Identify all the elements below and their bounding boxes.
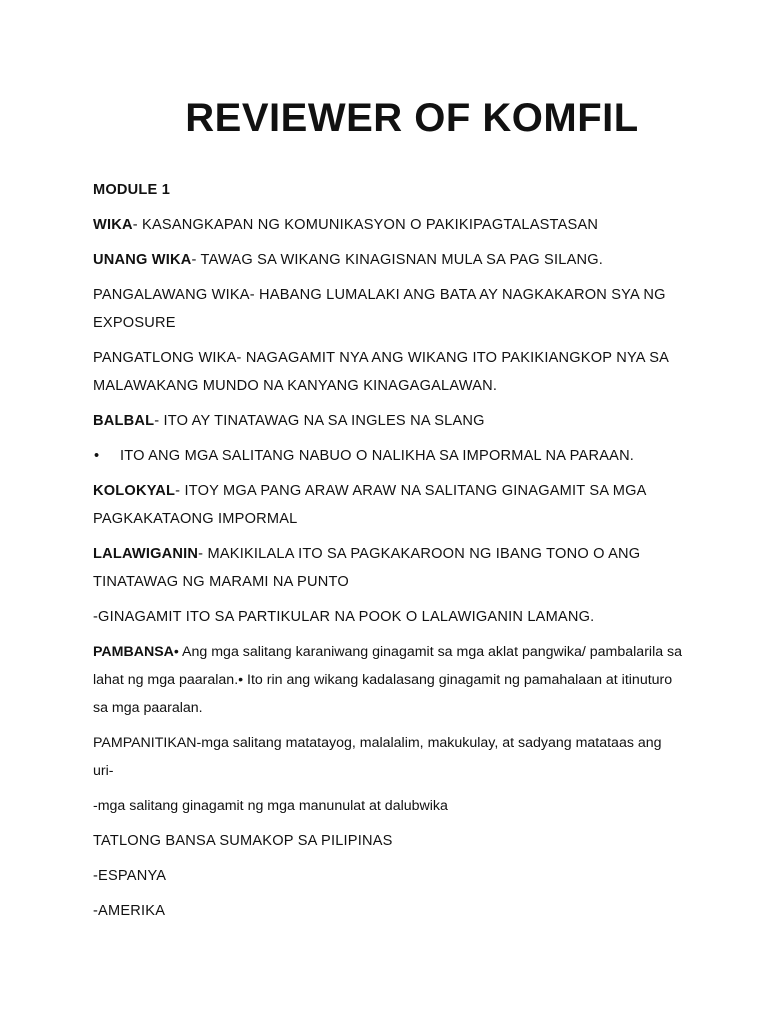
document-body — [93, 176, 683, 932]
entry-pambansa — [93, 638, 683, 722]
bullet-item — [93, 442, 683, 470]
module-heading — [93, 176, 683, 204]
entry-pangalawang-wika — [93, 281, 683, 337]
entry-text: - ITOY MGA PANG ARAW ARAW NA SALITANG GINAGAMIT SA MGA PAGKAKATAONG IMPORMAL — [93, 483, 646, 527]
entry-term: BALBAL — [93, 413, 155, 429]
entry-text: -mga salitang ginagamit ng mga manunulat at dalubwika — [93, 798, 448, 814]
entry-text: TATLONG BANSA SUMAKOP SA PILIPINAS — [93, 833, 393, 849]
entry-text: PANGATLONG WIKA- NAGAGAMIT NYA ANG WIKANG ITO PAKIKIANGKOP NYA SA MALAWAKANG MUNDO NA KANYANG KINAGAGALAWAN. — [93, 350, 669, 394]
entry-text: • Ang mga salitang karaniwang ginagamit sa mga aklat pangwika/ pambalarila sa lahat ng mga paaralan.• Ito rin ang wikang kadalasang ginagamit ng pamahalaan at itinuturo sa mga paaralan. — [93, 644, 683, 716]
entry-text: PAMPANITIKAN-mga salitang matatayog, malalalim, makukulay, at sadyang matataas ang uri- — [93, 735, 662, 779]
entry-term: WIKA — [93, 217, 133, 233]
entry-text: - KASANGKAPAN NG KOMUNIKASYON O PAKIKIPAGTALASTASAN — [132, 217, 599, 233]
entry-wika — [93, 211, 683, 239]
entry-lalawiganin — [93, 540, 683, 596]
entry-text: - MAKIKILALA ITO SA PAGKAKAROON NG IBANG TONO O ANG TINATAWAG NG MARAMI NA PUNTO — [93, 546, 641, 590]
bullet-text: ITO ANG MGA SALITANG NABUO O NALIKHA SA IMPORMAL NA PARAAN. — [120, 448, 635, 464]
entry-term: UNANG WIKA — [93, 252, 192, 268]
entry-kolokyal — [93, 477, 683, 533]
entry-text: - TAWAG SA WIKANG KINAGISNAN MULA SA PAG SILANG. — [191, 252, 604, 268]
entry-term: LALAWIGANIN — [93, 546, 199, 562]
entry-term: KOLOKYAL — [93, 483, 176, 499]
entry-pampanitikan-note — [93, 792, 683, 820]
entry-text: - ITO AY TINATAWAG NA SA INGLES NA SLANG — [154, 413, 485, 429]
entry-text: -GINAGAMIT ITO SA PARTIKULAR NA POOK O LALAWIGANIN LAMANG. — [93, 609, 595, 625]
section-heading-bansa — [93, 827, 683, 855]
list-item-amerika — [93, 897, 683, 925]
entry-unang-wika — [93, 246, 683, 274]
bullet-icon: • — [94, 448, 100, 464]
entry-lalawiganin-note — [93, 603, 683, 631]
entry-text: -ESPANYA — [93, 868, 167, 884]
entry-term: PAMBANSA — [93, 644, 174, 660]
entry-pangatlong-wika — [93, 344, 683, 400]
entry-text: -AMERIKA — [93, 903, 166, 919]
module-label: MODULE 1 — [93, 182, 171, 198]
list-item-espanya — [93, 862, 683, 890]
entry-text: PANGALAWANG WIKA- HABANG LUMALAKI ANG BATA AY NAGKAKARON SYA NG EXPOSURE — [93, 287, 666, 331]
entry-pampanitikan — [93, 729, 683, 785]
document-title: REVIEWER OF KOMFIL — [185, 96, 639, 140]
entry-balbal — [93, 407, 683, 435]
